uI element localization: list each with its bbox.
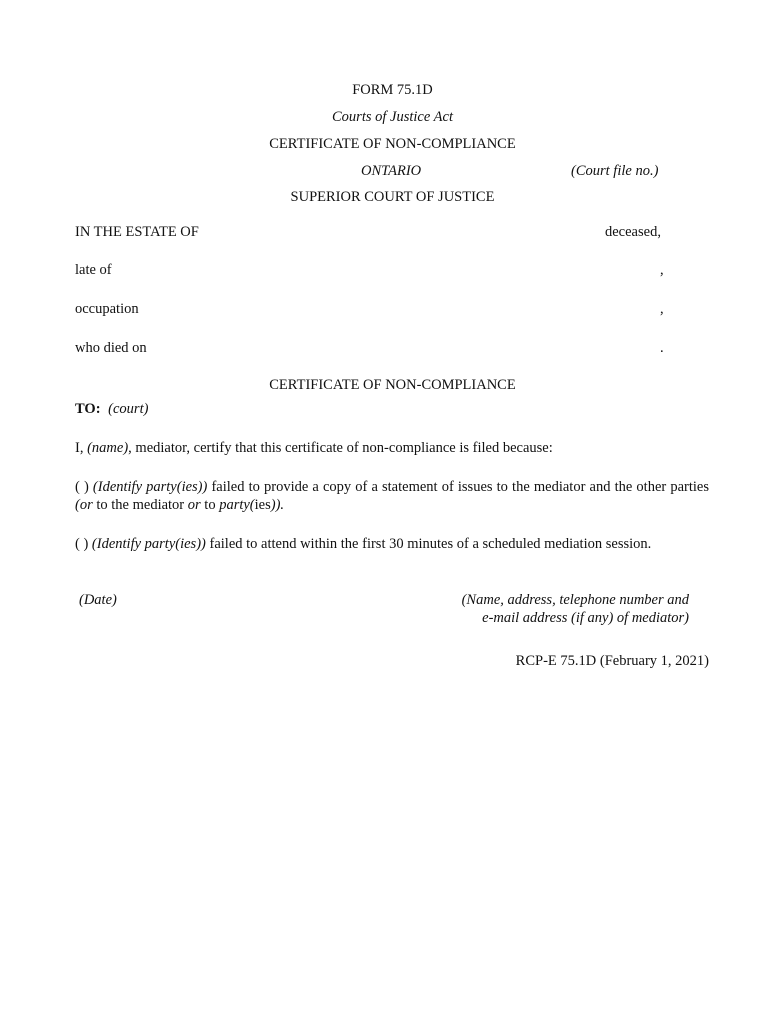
mediator-name-placeholder: (name)	[87, 440, 129, 456]
reason1-party: (Identify party(ies))	[92, 479, 208, 495]
deceased-label: deceased,	[605, 224, 661, 240]
reason1-close: )).	[270, 497, 285, 513]
form-title: CERTIFICATE OF NON-COMPLIANCE	[269, 136, 516, 152]
died-on-end: .	[660, 340, 664, 356]
occupation-end: ,	[660, 301, 664, 317]
reason1-text3: to	[200, 497, 220, 513]
form-number: FORM 75.1D	[352, 82, 433, 98]
reason1-party2: party(	[219, 497, 255, 513]
certify-text: , mediator, certify that this certificate of non-compliance is filed because:	[128, 440, 553, 456]
reason2-party: (Identify party(ies))	[91, 536, 206, 552]
certify-statement	[75, 439, 553, 457]
late-of-label: late of	[75, 262, 112, 278]
reason1-or: (or	[75, 497, 93, 513]
estate-label: IN THE ESTATE OF	[75, 224, 199, 240]
reason-attendance	[75, 535, 651, 553]
reason1-checkbox: ( )	[75, 479, 89, 495]
reason1-or2: or	[187, 497, 201, 513]
form-code: RCP-E 75.1D (February 1, 2021)	[515, 653, 709, 669]
mediator-details-placeholder	[462, 591, 689, 627]
date-placeholder: (Date)	[79, 592, 117, 608]
certify-i: I,	[75, 440, 84, 456]
reason1-ies: ies	[254, 497, 271, 513]
reason2-text: failed to attend within the first 30 minutes of a scheduled mediation session.	[205, 536, 652, 552]
mediator-details-line2: e-mail address (if any) of mediator)	[482, 610, 689, 626]
act-name: Courts of Justice Act	[332, 109, 453, 125]
occupation-label: occupation	[75, 301, 139, 317]
certificate-heading: CERTIFICATE OF NON-COMPLIANCE	[269, 377, 516, 393]
province: ONTARIO	[361, 163, 422, 179]
reason-statement-issues	[75, 478, 709, 514]
court-file-no: (Court file no.)	[571, 163, 659, 179]
mediator-details-line1: (Name, address, telephone number and	[461, 592, 689, 608]
court-name: SUPERIOR COURT OF JUSTICE	[290, 189, 495, 205]
to-line	[75, 400, 148, 418]
died-on-label: who died on	[75, 340, 147, 356]
reason1-text: failed to provide a copy of a statement of issues to the mediator and the other parties	[207, 479, 709, 495]
to-label: TO:	[75, 401, 101, 417]
reason1-text2: to the mediator	[92, 497, 188, 513]
late-of-end: ,	[660, 262, 664, 278]
reason2-checkbox: ( )	[75, 536, 89, 552]
to-court: (court)	[108, 401, 149, 417]
